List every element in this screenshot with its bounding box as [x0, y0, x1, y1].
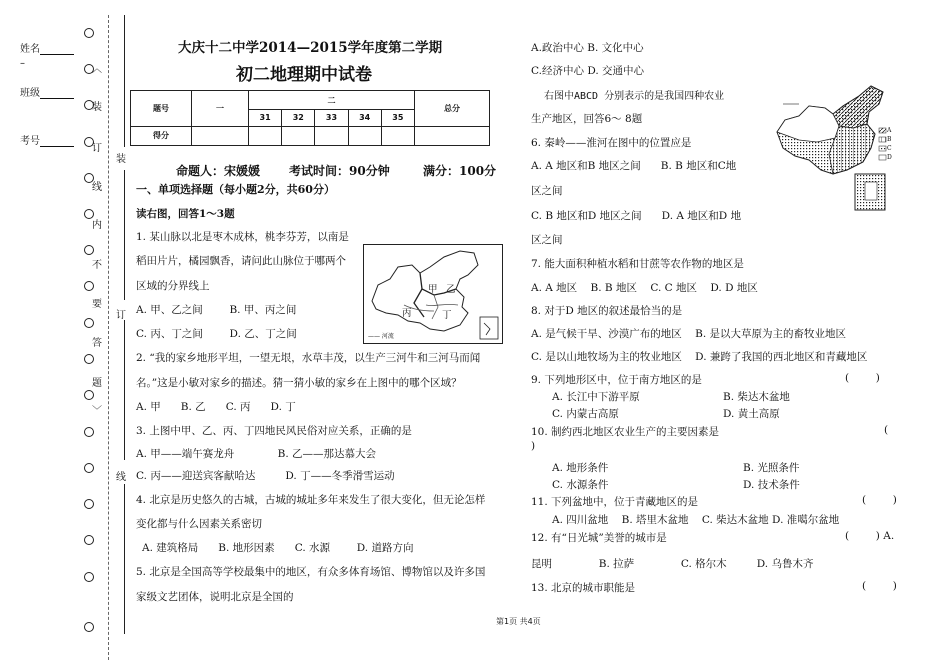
part-one-header: 一 — [192, 91, 249, 127]
score-row-header: 得分 — [131, 126, 192, 145]
question-13-answer-blank[interactable]: ( ) — [862, 580, 897, 592]
binding-mark: 答 — [92, 338, 102, 349]
binding-mark: 订 — [92, 143, 102, 154]
student-id-label: 考号 — [20, 136, 40, 147]
question-7-options: A. A 地区 B. B 地区 C. C 地区 D. D 地区 — [531, 282, 758, 294]
region-label-yi: 乙 — [446, 284, 456, 295]
question-3-options-ab: A. 甲——端午赛龙舟 B. 乙——那达慕大会 — [136, 448, 377, 460]
question-1-line3: 区域的分界线上 — [136, 280, 210, 292]
legend-key-a: A — [887, 127, 892, 134]
student-id-field[interactable] — [20, 132, 74, 147]
question-6-options-cd-cont: 区之间 — [531, 234, 563, 246]
question-1-options-cd: C. 丙、丁之间 D. 乙、丁之间 — [136, 328, 297, 340]
section-heading: 一、单项选择题（每小题2分，共60分） — [136, 183, 335, 196]
question-4-line1: 4. 北京是历史悠久的古城，古城的城址多年来发生了很大变化，但无论怎样 — [136, 494, 486, 506]
binding-mark: 线 — [92, 182, 102, 193]
score-cell[interactable] — [348, 126, 381, 145]
score-cell[interactable] — [381, 126, 414, 145]
binding-mark: 题 — [92, 378, 102, 389]
binding-hole-icon — [84, 463, 94, 473]
outer-binding-mark: 订 — [116, 310, 126, 321]
school-title: 大庆十二中学2014—2015学年度第二学期 — [178, 40, 443, 56]
question-2-line2: 名。”这是小敏对家乡的描述。猜一猜小敏的家乡在上图中的哪个区域？ — [136, 377, 462, 389]
question-10-option-c: C. 水源条件 — [552, 479, 609, 491]
legend-key-c: C — [887, 145, 892, 152]
question-4-options: A. 建筑格局 B. 地形因素 C. 水源 D. 道路方向 — [142, 542, 414, 554]
outer-binding-mark: 线 — [116, 472, 126, 483]
margin-rule — [124, 484, 125, 634]
question-3-options-cd: C. 丙——迎送宾客献哈达 D. 丁——冬季滑雪运动 — [136, 470, 395, 482]
question-4-line2: 变化都与什么因素关系密切 — [136, 518, 262, 530]
question-12-options: 昆明 B. 拉萨 C. 格尔木 D. 乌鲁木齐 — [531, 558, 814, 570]
map2-intro-line1: 右图中ABCD 分别表示的是我国四种农业 — [544, 91, 725, 102]
subquestion-number: 33 — [315, 110, 348, 126]
question-9-option-c: C. 内蒙古高原 — [552, 408, 619, 420]
exam-title: 初二地理期中试卷 — [236, 65, 372, 85]
question-10-option-a: A. 地形条件 — [552, 462, 609, 474]
question-9-option-d: D. 黄土高原 — [723, 408, 780, 420]
exam-author: 命题人：宋媛媛 — [176, 164, 261, 178]
margin-rule — [124, 15, 125, 147]
binding-dashed-line — [108, 15, 109, 660]
binding-hole-icon — [84, 354, 94, 364]
question-9-option-a: A. 长江中下游平原 — [552, 391, 640, 403]
binding-hole-icon — [84, 535, 94, 545]
question-12-stem: 12. 有“日光城”美誉的城市是 — [531, 532, 667, 544]
subquestion-number: 32 — [282, 110, 315, 126]
question-3-line1: 3. 上图中甲、乙、丙、丁四地民风民俗对应关系，正确的是 — [136, 425, 412, 437]
question-number-header: 题号 — [131, 91, 192, 127]
question-2-line1: 2. “我的家乡地形平坦，一望无垠，水草丰茂，以生产三河牛和三河马而闻 — [136, 352, 481, 364]
question-9-stem: 9. 下列地形区中，位于南方地区的是 — [531, 374, 702, 386]
part-two-header: 二 — [249, 91, 415, 110]
score-cell[interactable] — [249, 126, 282, 145]
map-legend-river: —— 河流 — [368, 333, 394, 340]
binding-hole-icon — [84, 572, 94, 582]
binding-mark: 要 — [92, 299, 102, 310]
china-regions-map — [363, 244, 503, 344]
name-field[interactable] — [20, 40, 74, 55]
question-13-stem: 13. 北京的城市职能是 — [531, 582, 636, 594]
score-cell[interactable] — [282, 126, 315, 145]
question-1-line2: 稻田片片，橘园飘香，请问此山脉位于哪两个 — [136, 255, 346, 267]
question-6-options-ab: A. A 地区和B 地区之间 B. B 地区和C地 — [531, 160, 737, 172]
subquestion-number: 31 — [249, 110, 282, 126]
score-table — [130, 90, 490, 146]
question-8-options-cd: C. 是以山地牧场为主的牧业地区 D. 兼跨了我国的西北地区和青藏地区 — [531, 351, 868, 363]
question-6-options-cd: C. B 地区和D 地区之间 D. A 地区和D 地 — [531, 210, 742, 222]
legend-key-d: D — [887, 154, 892, 161]
question-10-option-b: B. 光照条件 — [743, 462, 800, 474]
agriculture-regions-map — [773, 82, 893, 214]
binding-hole-icon — [84, 28, 94, 38]
binding-hole-icon — [84, 318, 94, 328]
question-11-answer-blank[interactable]: ( ) — [862, 494, 897, 506]
question-5-options-ab: A.政治中心 B. 文化中心 — [531, 42, 644, 54]
subquestion-number: 34 — [348, 110, 381, 126]
region-label-jia: 甲 — [428, 284, 438, 295]
binding-mark: 内 — [92, 220, 102, 231]
region-label-bing: 丙 — [402, 308, 412, 319]
binding-tilde-mark: ﹀ — [92, 406, 102, 417]
binding-hole-icon — [84, 427, 94, 437]
question-10-stem: 10. 制约西北地区农业生产的主要因素是 — [531, 426, 720, 438]
question-11-options: A. 四川盆地 B. 塔里木盆地 C. 柴达木盆地 D. 准噶尔盆地 — [552, 514, 840, 526]
margin-rule — [124, 320, 125, 460]
question-10-option-d: D. 技术条件 — [743, 479, 800, 491]
question-11-stem: 11. 下列盆地中，位于青藏地区的是 — [531, 496, 699, 508]
question-6-options-ab-cont: 区之间 — [531, 185, 563, 197]
binding-mark: 不 — [92, 260, 102, 271]
binding-hole-icon — [84, 499, 94, 509]
question-6-stem: 6. 秦岭——淮河在图中的位置应是 — [531, 137, 692, 149]
total-header: 总分 — [415, 91, 490, 127]
subquestion-number: 35 — [381, 110, 414, 126]
binding-hole-icon — [84, 281, 94, 291]
legend-key-b: B — [887, 136, 892, 143]
class-field[interactable] — [20, 84, 74, 99]
map2-intro-line2: 生产地区，回答6～ 8题 — [531, 113, 643, 125]
score-cell[interactable] — [315, 126, 348, 145]
margin-rule — [124, 170, 125, 300]
question-5-options-cd: C.经济中心 D. 交通中心 — [531, 65, 645, 77]
region-label-ding: 丁 — [442, 310, 452, 321]
question-2-options: A. 甲 B. 乙 C. 丙 D. 丁 — [136, 401, 296, 413]
binding-hole-icon — [84, 390, 94, 400]
outer-binding-mark: 装 — [116, 154, 126, 165]
binding-hole-icon — [84, 245, 94, 255]
question-1-line1: 1. 某山脉以北是枣木成林，桃李芬芳，以南是 — [136, 231, 349, 243]
question-7-stem: 7. 能大面积种植水稻和甘蔗等农作物的地区是 — [531, 258, 744, 270]
agriculture-map-icon — [773, 82, 893, 214]
class-label: 班级 — [20, 88, 40, 99]
question-10-answer-blank-close: ) — [531, 440, 536, 452]
question-8-options-ab: A. 是气候干旱、沙漠广布的地区 B. 是以大草原为主的畜牧业地区 — [531, 328, 846, 340]
page-number: 第1页 共4页 — [496, 617, 541, 626]
question-9-option-b: B. 柴达木盆地 — [723, 391, 790, 403]
map-instruction: 读右图，回答1～3题 — [136, 208, 235, 220]
name-underline-mark: – — [20, 58, 25, 69]
question-9-answer-blank[interactable]: ( ) — [845, 372, 880, 384]
exam-full-score: 满分：100分 — [423, 164, 497, 178]
question-1-options-ab: A. 甲、乙之间 B. 甲、丙之间 — [136, 304, 297, 316]
question-5-line2: 家级文艺团体，说明北京是全国的 — [136, 591, 294, 603]
binding-mark: 装 — [92, 102, 102, 113]
score-cell[interactable] — [415, 126, 490, 145]
question-12-answer-blank[interactable]: ( ) A. — [845, 530, 895, 542]
binding-tilde-mark: ︿ — [92, 64, 102, 75]
name-label: 姓名 — [20, 44, 40, 55]
binding-hole-icon — [84, 622, 94, 632]
question-5-line1: 5. 北京是全国高等学校最集中的地区，有众多体育场馆、博物馆以及许多国 — [136, 566, 486, 578]
question-8-stem: 8. 对于D 地区的叙述最恰当的是 — [531, 305, 683, 317]
question-10-answer-blank-open[interactable]: ( — [884, 424, 889, 436]
exam-duration: 考试时间：90分钟 — [289, 164, 390, 178]
score-cell[interactable] — [192, 126, 249, 145]
